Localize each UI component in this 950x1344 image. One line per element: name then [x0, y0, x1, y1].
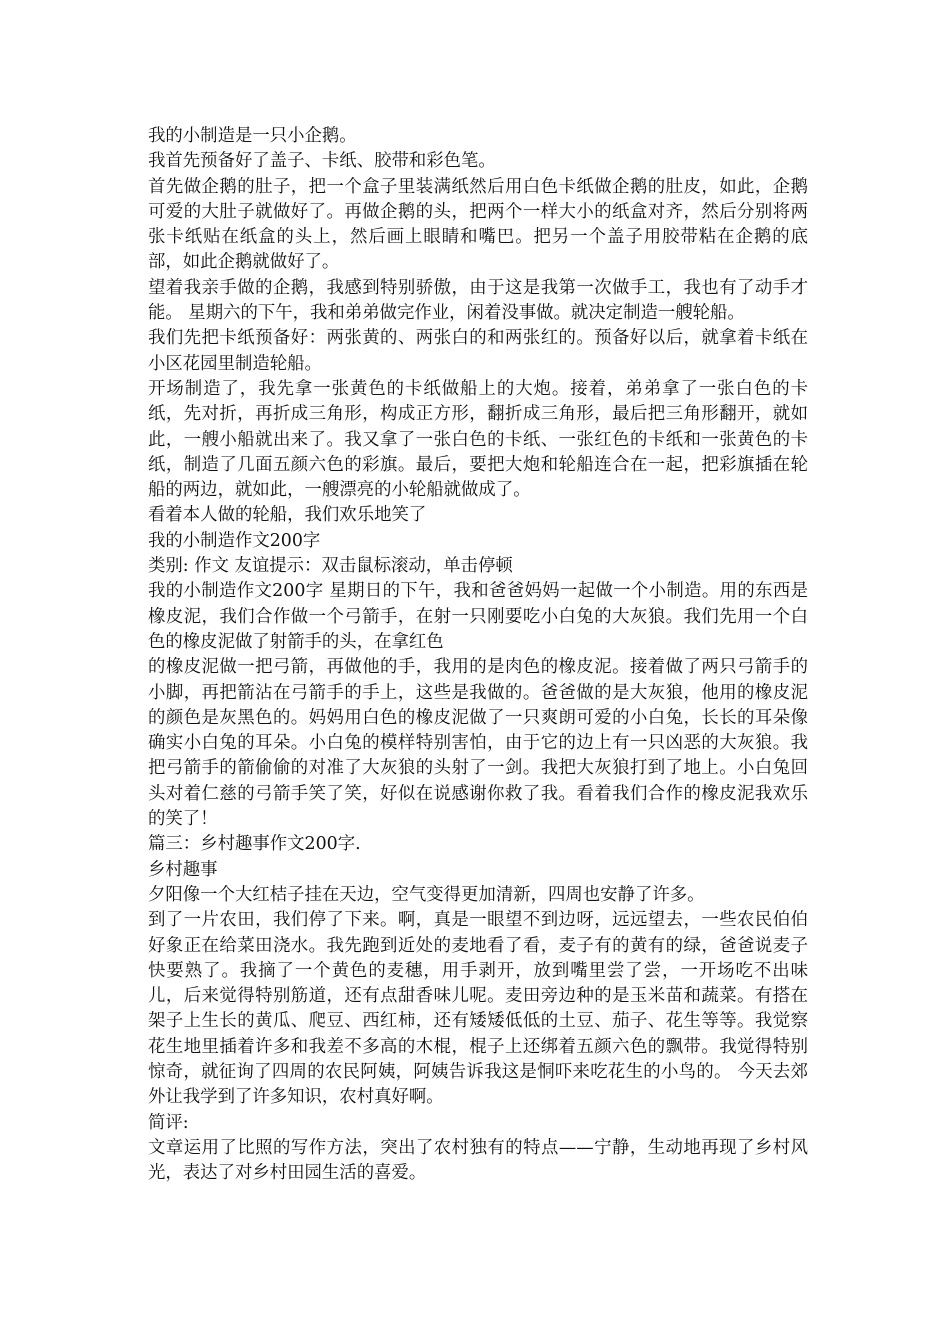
- paragraph: 的橡皮泥做一把弓箭，再做他的手，我用的是肉色的橡皮泥。接着做了两只弓箭手的小脚，再把箭沾在弓箭手的手上，这些是我做的。爸爸做的是大灰狼，他用的橡皮泥的颜色是灰黑色的。妈妈用白色的橡皮泥做了一只爽朗可爱的小白兔，长长的耳朵像确实小白兔的耳朵。小白兔的模样特别害怕，由于它的边上有一只凶恶的大灰狼。我把弓箭手的箭偷偷的对准了大灰狼的头射了一剑。我把大灰狼打到了地上。小白兔回头对着仁慈的弓箭手笑了笑，好似在说感谢你救了我。看着我们合作的橡皮泥我欢乐的笑了！: [148, 657, 808, 830]
- paragraph: 到了一片农田，我们停了下来。啊，真是一眼望不到边呀，远远望去，一些农民伯伯好象正在给菜田浇水。我先跑到近处的麦地看了看，麦子有的黄有的绿，爸爸说麦子快要熟了。我摘了一个黄色的麦穗，用手剥开，放到嘴里尝了尝，一开场吃不出味儿，后来觉得特别筋道，还有点甜香味儿呢。麦田旁边种的是玉米苗和蔬菜。有搭在架子上生长的黄瓜、爬豆、西红柿，还有矮矮低低的土豆、茄子、花生等等。我觉察花生地里插着许多和我差不多高的木棍，棍子上还绑着五颜六色的飘带。我觉得特别惊奇，就征询了四周的农民阿姨，阿姨告诉我这是恫吓来吃花生的小鸟的。 今天去郊外让我学到了许多知识，农村真好啊。: [148, 910, 808, 1108]
- section-title: 我的小制造作文200字: [148, 530, 321, 551]
- paragraph: 望着我亲手做的企鹅，我感到特别骄傲，由于这是我第一次做手工，我也有了动手才能。 星期六的下午，我和弟弟做完作业，闲着没事做。就决定制造一艘轮船。: [148, 277, 808, 324]
- paragraph: 我的小制造作文200字 星期日的下午，我和爸爸妈妈一起做一个小制造。用的东西是橡皮泥，我们合作做一个弓箭手，在射一只刚要吃小白兔的大灰狼。我们先用一个白色的橡皮泥做了射箭手的头，在拿红色: [148, 581, 808, 652]
- section-title: 篇三：乡村趣事作文200字.: [148, 834, 361, 855]
- paragraph: 文章运用了比照的写作方法，突出了农村独有的特点——宁静，生动地再现了乡村风光，表达了对乡村田园生活的喜爱。: [148, 1137, 808, 1184]
- paragraph: 我们先把卡纸预备好：两张黄的、两张白的和两张红的。预备好以后，就拿着卡纸在小区花园里制造轮船。: [148, 328, 808, 374]
- paragraph: 看着本人做的轮船，我们欢乐地笑了: [148, 505, 427, 526]
- paragraph: 开场制造了，我先拿一张黄色的卡纸做船上的大炮。接着，弟弟拿了一张白色的卡纸，先对折，再折成三角形，构成正方形，翻折成三角形，最后把三角形翻开，就如此，一艘小船就出来了。我又拿了一张白色的卡纸、一张红色的卡纸和一张黄色的卡纸，制造了几面五颜六色的彩旗。最后，要把大炮和轮船连合在一起，把彩旗插在轮船的两边，就如此，一艘漂亮的小轮船就做成了。: [148, 378, 808, 501]
- document-body: [148, 124, 808, 1186]
- article-title: 乡村趣事: [148, 859, 218, 880]
- paragraph: 我的小制造是一只小企鹅。: [148, 126, 357, 146]
- paragraph: 夕阳像一个大红桔子挂在天边，空气变得更加清新，四周也安静了许多。: [148, 884, 705, 905]
- review-label: 简评:: [148, 1112, 189, 1133]
- category-line: 类别: 作文 友谊提示：双击鼠标滚动，单击停顿: [148, 556, 513, 577]
- paragraph: 我首先预备好了盖子、卡纸、胶带和彩色笔。: [148, 151, 496, 172]
- paragraph: 首先做企鹅的肚子，把一个盒子里装满纸然后用白色卡纸做企鹅的肚皮，如此，企鹅可爱的大肚子就做好了。再做企鹅的头，把两个一样大小的纸盒对齐，然后分别将两张卡纸贴在纸盒的头上，然后画上眼睛和嘴巴。把另一个盖子用胶带粘在企鹅的底部，如此企鹅就做好了。: [148, 176, 808, 273]
